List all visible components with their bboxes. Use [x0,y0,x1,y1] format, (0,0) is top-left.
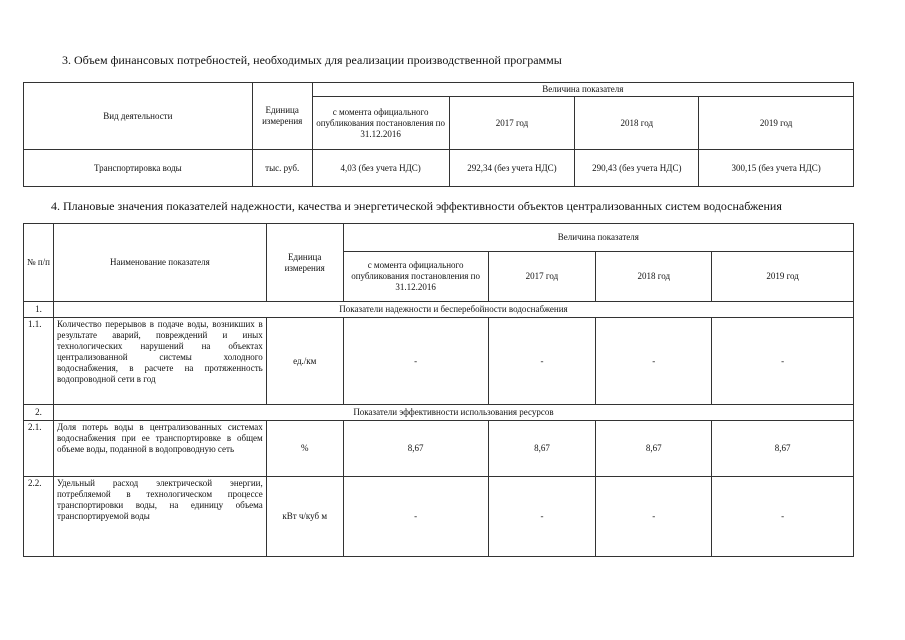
row-2-1-2019: 8,67 [712,421,854,477]
header-activity: Вид деятельности [24,83,253,150]
row-2-2-2019: - [712,477,854,557]
row-1-1-2018: - [596,318,712,405]
group-2-num: 2. [24,405,54,421]
section-4-title: 4. Плановые значения показателей надежности, качества и энергетической эффективности объектов централизованных систем водоснабжения [51,199,782,213]
row-2-2-since: - [343,477,488,557]
row-2-1-name: Доля потерь воды в централизованных системах водоснабжения при ее транспортировке в общем объеме воды, поданной в водопроводную сеть [53,421,266,477]
row-2-2-unit: кВт ч/куб м [266,477,343,557]
row-2017: 292,34 (без учета НДС) [449,150,575,187]
row-1-1-since: - [343,318,488,405]
row-1-1-unit: ед./км [266,318,343,405]
row-2-1-since: 8,67 [343,421,488,477]
header-value-group: Величина показателя [343,224,853,252]
row-1-1-2019: - [712,318,854,405]
header-2017: 2017 год [488,252,596,302]
header-unit: Единица измерения [252,83,312,150]
header-2018: 2018 год [575,97,699,150]
group-row [24,405,854,421]
group-2-label: Показатели эффективности использования ресурсов [53,405,853,421]
row-1-1-num: 1.1. [24,318,54,405]
group-1-num: 1. [24,302,54,318]
section-3-title: 3. Объем финансовых потребностей, необходимых для реализации производственной программы [62,53,562,67]
row-unit: тыс. руб. [252,150,312,187]
row-2019: 300,15 (без учета НДС) [699,150,854,187]
row-2-2-2018: - [596,477,712,557]
group-row [24,302,854,318]
row-1-1-2017: - [488,318,596,405]
row-since: 4,03 (без учета НДС) [312,150,449,187]
header-2017: 2017 год [449,97,575,150]
row-2-1-num: 2.1. [24,421,54,477]
row-activity: Транспортировка воды [24,150,253,187]
header-2018: 2018 год [596,252,712,302]
row-1-1-name: Количество перерывов в подаче воды, возникших в результате аварий, повреждений и иных технологических нарушений на объектах централизованной системы холодного водоснабжения, в расчете на протяженность водопроводной сети в год [53,318,266,405]
row-2-2-2017: - [488,477,596,557]
table-row [24,150,854,187]
row-2-1-2017: 8,67 [488,421,596,477]
header-since: с момента официального опубликования постановления по 31.12.2016 [312,97,449,150]
indicators-table [23,223,854,557]
table-row [24,421,854,477]
header-2019: 2019 год [699,97,854,150]
header-value-group: Величина показателя [312,83,853,97]
header-since: с момента официального опубликования постановления по 31.12.2016 [343,252,488,302]
row-2018: 290,43 (без учета НДС) [575,150,699,187]
header-num: № п/п [24,224,54,302]
row-2-2-name: Удельный расход электрической энергии, потребляемой в технологическом процессе транспортировки воды, на единицу объема транспортируемой воды [53,477,266,557]
financial-needs-table [23,82,854,187]
header-name: Наименование показателя [53,224,266,302]
group-1-label: Показатели надежности и бесперебойности водоснабжения [53,302,853,318]
header-unit: Единица измерения [266,224,343,302]
table-row [24,477,854,557]
row-2-2-num: 2.2. [24,477,54,557]
table-row [24,318,854,405]
row-2-1-unit: % [266,421,343,477]
header-2019: 2019 год [712,252,854,302]
row-2-1-2018: 8,67 [596,421,712,477]
